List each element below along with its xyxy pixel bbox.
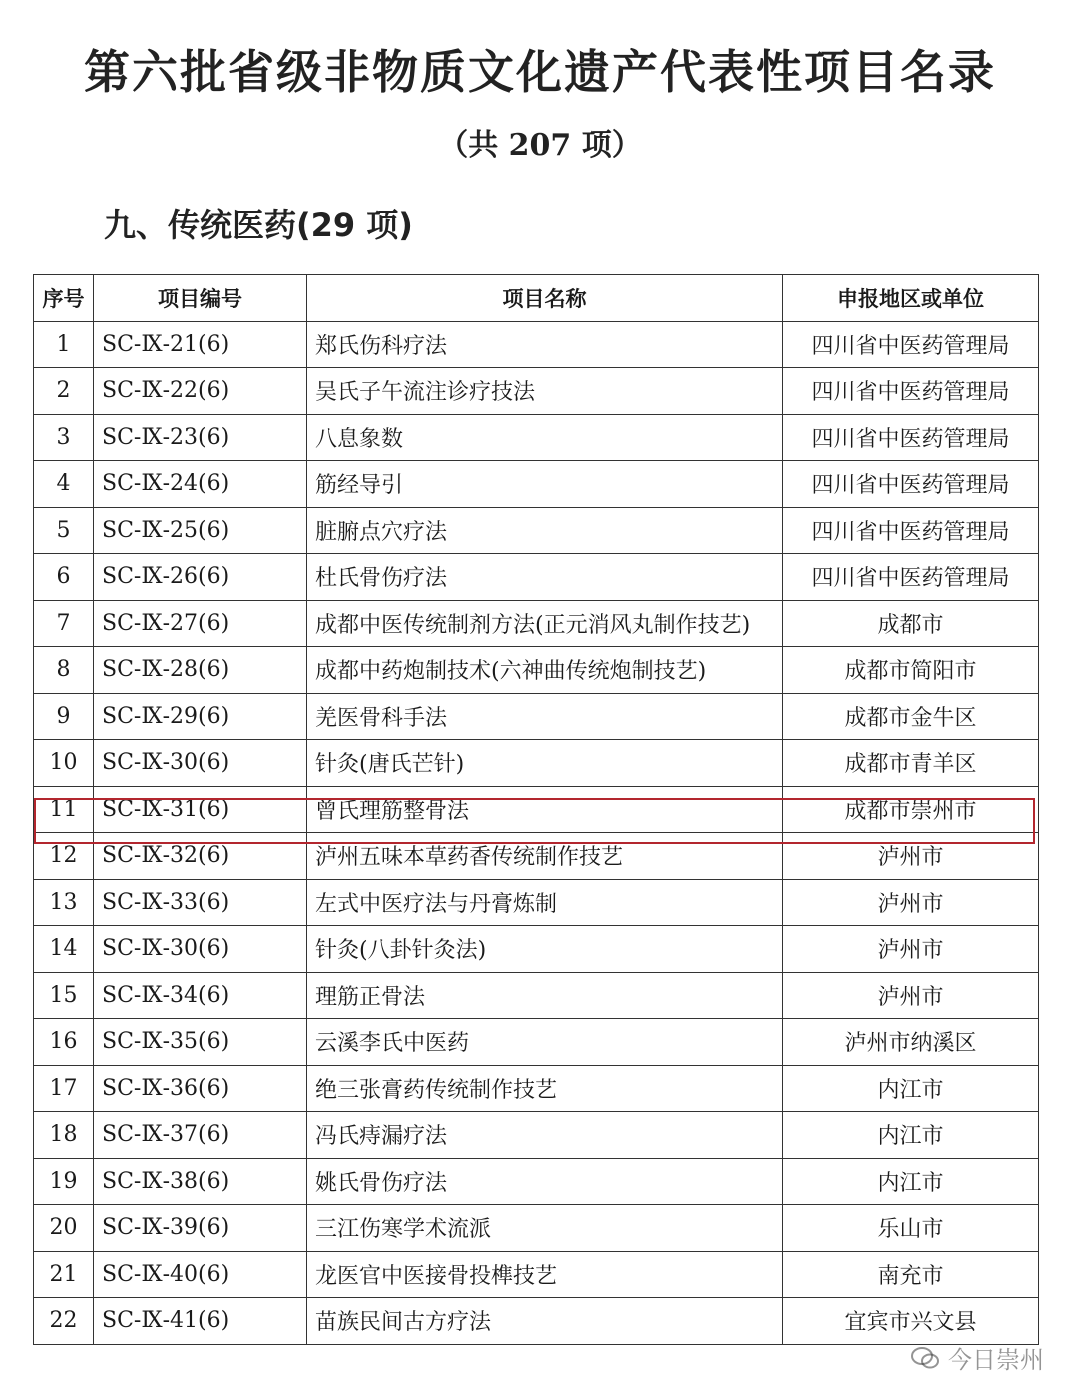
cell-code: SC-Ⅸ-34(6) <box>94 972 307 1019</box>
cell-unit: 泸州市 <box>783 833 1039 880</box>
cell-code: SC-Ⅸ-32(6) <box>94 833 307 880</box>
table-row <box>34 786 1039 833</box>
cell-no: 3 <box>34 414 94 461</box>
cell-no: 18 <box>34 1112 94 1159</box>
cell-no: 6 <box>34 554 94 601</box>
table-row <box>34 693 1039 740</box>
cell-unit: 四川省中医药管理局 <box>783 414 1039 461</box>
table-row <box>34 833 1039 880</box>
cell-unit: 成都市金牛区 <box>783 693 1039 740</box>
cell-code: SC-Ⅸ-31(6) <box>94 786 307 833</box>
table-row <box>34 1298 1039 1345</box>
cell-no: 13 <box>34 879 94 926</box>
cell-code: SC-Ⅸ-24(6) <box>94 461 307 508</box>
cell-code: SC-Ⅸ-28(6) <box>94 647 307 694</box>
cell-unit: 乐山市 <box>783 1205 1039 1252</box>
table-row <box>34 740 1039 787</box>
cell-name: 筋经导引 <box>307 461 783 508</box>
cell-name: 针灸(八卦针灸法) <box>307 926 783 973</box>
table-row <box>34 461 1039 508</box>
table-row <box>34 879 1039 926</box>
cell-unit: 成都市简阳市 <box>783 647 1039 694</box>
cell-name: 八息象数 <box>307 414 783 461</box>
cell-name: 成都中药炮制技术(六神曲传统炮制技艺) <box>307 647 783 694</box>
cell-name: 姚氏骨伤疗法 <box>307 1158 783 1205</box>
cell-unit: 泸州市纳溪区 <box>783 1019 1039 1066</box>
cell-unit: 成都市 <box>783 600 1039 647</box>
cell-unit: 泸州市 <box>783 972 1039 1019</box>
cell-name: 三江伤寒学术流派 <box>307 1205 783 1252</box>
cell-code: SC-Ⅸ-23(6) <box>94 414 307 461</box>
table-row <box>34 368 1039 415</box>
cell-no: 8 <box>34 647 94 694</box>
cell-unit: 泸州市 <box>783 879 1039 926</box>
cell-code: SC-Ⅸ-29(6) <box>94 693 307 740</box>
cell-code: SC-Ⅸ-37(6) <box>94 1112 307 1159</box>
cell-name: 曾氏理筋整骨法 <box>307 786 783 833</box>
table-row <box>34 1019 1039 1066</box>
table-row <box>34 1251 1039 1298</box>
cell-unit: 成都市青羊区 <box>783 740 1039 787</box>
cell-name: 成都中医传统制剂方法(正元消风丸制作技艺) <box>307 600 783 647</box>
cell-code: SC-Ⅸ-27(6) <box>94 600 307 647</box>
table-row <box>34 1205 1039 1252</box>
header-name: 项目名称 <box>307 275 783 322</box>
table-row <box>34 926 1039 973</box>
cell-no: 9 <box>34 693 94 740</box>
cell-code: SC-Ⅸ-30(6) <box>94 926 307 973</box>
wechat-icon <box>910 1345 940 1371</box>
cell-name: 吴氏子午流注诊疗技法 <box>307 368 783 415</box>
cell-name: 绝三张膏药传统制作技艺 <box>307 1065 783 1112</box>
table-row <box>34 1112 1039 1159</box>
cell-no: 5 <box>34 507 94 554</box>
cell-code: SC-Ⅸ-41(6) <box>94 1298 307 1345</box>
cell-code: SC-Ⅸ-38(6) <box>94 1158 307 1205</box>
cell-no: 19 <box>34 1158 94 1205</box>
cell-name: 脏腑点穴疗法 <box>307 507 783 554</box>
cell-code: SC-Ⅸ-40(6) <box>94 1251 307 1298</box>
cell-name: 苗族民间古方疗法 <box>307 1298 783 1345</box>
header-unit: 申报地区或单位 <box>783 275 1039 322</box>
cell-code: SC-Ⅸ-26(6) <box>94 554 307 601</box>
cell-unit: 四川省中医药管理局 <box>783 321 1039 368</box>
table-row <box>34 972 1039 1019</box>
section-heading: 九、传统医药(29 项) <box>104 206 413 244</box>
cell-unit: 内江市 <box>783 1158 1039 1205</box>
cell-name: 龙医官中医接骨投榫技艺 <box>307 1251 783 1298</box>
table-row <box>34 507 1039 554</box>
cell-name: 理筋正骨法 <box>307 972 783 1019</box>
heritage-table <box>33 274 1039 1345</box>
cell-code: SC-Ⅸ-39(6) <box>94 1205 307 1252</box>
cell-name: 左式中医疗法与丹膏炼制 <box>307 879 783 926</box>
cell-name: 郑氏伤科疗法 <box>307 321 783 368</box>
cell-unit: 宜宾市兴文县 <box>783 1298 1039 1345</box>
table-row <box>34 1065 1039 1112</box>
table-row <box>34 414 1039 461</box>
cell-code: SC-Ⅸ-36(6) <box>94 1065 307 1112</box>
cell-name: 杜氏骨伤疗法 <box>307 554 783 601</box>
cell-unit: 成都市崇州市 <box>783 786 1039 833</box>
cell-no: 17 <box>34 1065 94 1112</box>
cell-code: SC-Ⅸ-25(6) <box>94 507 307 554</box>
cell-code: SC-Ⅸ-33(6) <box>94 879 307 926</box>
cell-code: SC-Ⅸ-30(6) <box>94 740 307 787</box>
table-header-row <box>34 275 1039 322</box>
cell-no: 20 <box>34 1205 94 1252</box>
cell-unit: 泸州市 <box>783 926 1039 973</box>
table-row <box>34 554 1039 601</box>
cell-no: 11 <box>34 786 94 833</box>
table-row <box>34 647 1039 694</box>
cell-code: SC-Ⅸ-21(6) <box>94 321 307 368</box>
cell-name: 云溪李氏中医药 <box>307 1019 783 1066</box>
cell-unit: 四川省中医药管理局 <box>783 368 1039 415</box>
cell-no: 15 <box>34 972 94 1019</box>
watermark <box>910 1340 1044 1375</box>
cell-name: 冯氏痔漏疗法 <box>307 1112 783 1159</box>
document-subtitle: （共 207 项） <box>438 128 642 163</box>
cell-unit: 南充市 <box>783 1251 1039 1298</box>
cell-no: 21 <box>34 1251 94 1298</box>
cell-no: 7 <box>34 600 94 647</box>
cell-name: 羌医骨科手法 <box>307 693 783 740</box>
cell-name: 针灸(唐氏芒针) <box>307 740 783 787</box>
cell-name: 泸州五味本草药香传统制作技艺 <box>307 833 783 880</box>
table-row <box>34 600 1039 647</box>
watermark-text: 今日崇州 <box>948 1346 1044 1374</box>
cell-no: 4 <box>34 461 94 508</box>
table-row <box>34 1158 1039 1205</box>
cell-no: 14 <box>34 926 94 973</box>
cell-no: 22 <box>34 1298 94 1345</box>
document-title: 第六批省级非物质文化遗产代表性项目名录 <box>84 45 996 99</box>
cell-unit: 内江市 <box>783 1112 1039 1159</box>
cell-no: 2 <box>34 368 94 415</box>
cell-unit: 内江市 <box>783 1065 1039 1112</box>
cell-code: SC-Ⅸ-35(6) <box>94 1019 307 1066</box>
cell-unit: 四川省中医药管理局 <box>783 461 1039 508</box>
header-no: 序号 <box>34 275 94 322</box>
cell-no: 10 <box>34 740 94 787</box>
cell-unit: 四川省中医药管理局 <box>783 554 1039 601</box>
header-code: 项目编号 <box>94 275 307 322</box>
table-row <box>34 321 1039 368</box>
cell-unit: 四川省中医药管理局 <box>783 507 1039 554</box>
cell-no: 1 <box>34 321 94 368</box>
cell-no: 16 <box>34 1019 94 1066</box>
cell-code: SC-Ⅸ-22(6) <box>94 368 307 415</box>
cell-no: 12 <box>34 833 94 880</box>
